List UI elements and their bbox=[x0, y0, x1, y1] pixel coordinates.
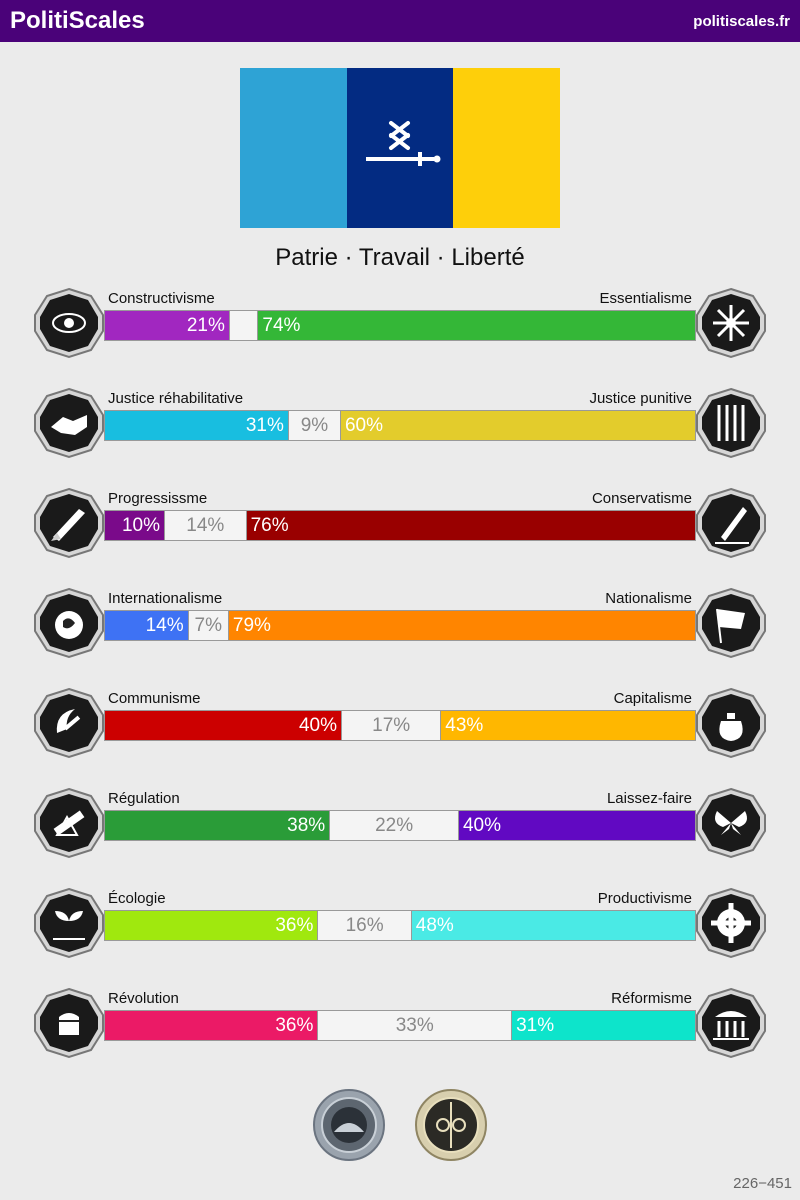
flower-icon bbox=[695, 287, 767, 359]
brand-title: PolitiScales bbox=[10, 7, 145, 34]
axis-right-label: Réformisme bbox=[611, 990, 692, 1007]
axis-left-label: Justice réhabilitative bbox=[108, 390, 244, 407]
axis-middle-segment: 9% bbox=[288, 411, 341, 440]
axis-row bbox=[0, 787, 800, 867]
axis-right-segment: 76% bbox=[247, 511, 695, 540]
axis-row bbox=[0, 387, 800, 467]
axis-right-segment: 60% bbox=[341, 411, 695, 440]
axis-middle-segment: 7% bbox=[188, 611, 229, 640]
axis-left-label: Internationalisme bbox=[108, 590, 223, 607]
axis-bar bbox=[104, 610, 696, 641]
axis-middle-segment: 14% bbox=[164, 511, 247, 540]
axis-left-segment: 31% bbox=[105, 411, 288, 440]
axis-row bbox=[0, 887, 800, 967]
axis-left-segment: 36% bbox=[105, 911, 317, 940]
axis-row bbox=[0, 287, 800, 367]
hammer-sickle-icon bbox=[33, 687, 105, 759]
axis-right-segment: 79% bbox=[229, 611, 695, 640]
axis-right-label: Nationalisme bbox=[605, 590, 692, 607]
compass-badge-icon[interactable] bbox=[414, 1088, 488, 1162]
axis-right-label: Conservatisme bbox=[591, 490, 692, 507]
axis-bar bbox=[104, 810, 696, 841]
site-link[interactable]: politiscales.fr bbox=[693, 12, 790, 30]
axis-row bbox=[0, 687, 800, 767]
axis-left-label: Écologie bbox=[108, 890, 166, 907]
axis-left-label: Constructivisme bbox=[108, 290, 215, 307]
prison-bars-icon bbox=[695, 387, 767, 459]
axis-right-segment: 31% bbox=[512, 1011, 695, 1040]
axis-left-segment: 21% bbox=[105, 311, 229, 340]
axis-right-label: Capitalisme bbox=[613, 690, 692, 707]
axis-left-label: Communisme bbox=[108, 690, 201, 707]
butterfly-icon bbox=[695, 787, 767, 859]
handshake-icon bbox=[33, 387, 105, 459]
axis-right-segment: 40% bbox=[459, 811, 695, 840]
badges bbox=[312, 1088, 488, 1162]
axis-row bbox=[0, 987, 800, 1067]
crossed-sword-emblem-icon bbox=[240, 68, 560, 228]
axis-left-label: Progressissme bbox=[108, 490, 208, 507]
axis-bar bbox=[104, 310, 696, 341]
axis-right-label: Productivisme bbox=[597, 890, 692, 907]
axis-left-label: Régulation bbox=[108, 790, 180, 807]
fist-icon bbox=[33, 987, 105, 1059]
axis-bar bbox=[104, 1010, 696, 1041]
axis-middle-segment bbox=[229, 311, 259, 340]
axis-right-segment: 43% bbox=[441, 711, 695, 740]
axis-row bbox=[0, 487, 800, 567]
seal-badge-icon[interactable] bbox=[312, 1088, 386, 1162]
axis-bar bbox=[104, 410, 696, 441]
eye-icon bbox=[33, 287, 105, 359]
axis-left-segment: 38% bbox=[105, 811, 329, 840]
axis-row bbox=[0, 587, 800, 667]
axis-middle-segment: 22% bbox=[329, 811, 459, 840]
quill-icon bbox=[695, 487, 767, 559]
axis-left-segment: 14% bbox=[105, 611, 188, 640]
axis-right-label: Justice punitive bbox=[589, 390, 692, 407]
parliament-icon bbox=[695, 987, 767, 1059]
axis-right-segment: 48% bbox=[412, 911, 695, 940]
result-code: 226−451 bbox=[733, 1175, 792, 1192]
ruler-icon bbox=[33, 787, 105, 859]
axis-left-segment: 40% bbox=[105, 711, 341, 740]
axis-middle-segment: 33% bbox=[317, 1011, 512, 1040]
gear-icon bbox=[695, 887, 767, 959]
axis-left-segment: 36% bbox=[105, 1011, 317, 1040]
globe-icon bbox=[33, 587, 105, 659]
money-bag-icon bbox=[695, 687, 767, 759]
axis-middle-segment: 17% bbox=[341, 711, 441, 740]
rocket-icon bbox=[33, 487, 105, 559]
sprout-icon bbox=[33, 887, 105, 959]
flag-icon bbox=[695, 587, 767, 659]
axis-left-segment: 10% bbox=[105, 511, 164, 540]
axis-middle-segment: 16% bbox=[317, 911, 411, 940]
slogan: Patrie · Travail · Liberté bbox=[275, 244, 525, 271]
axis-bar bbox=[104, 710, 696, 741]
axis-right-label: Laissez-faire bbox=[606, 790, 692, 807]
header bbox=[0, 0, 800, 42]
axis-right-label: Essentialisme bbox=[599, 290, 692, 307]
axis-bar bbox=[104, 910, 696, 941]
axis-right-segment: 74% bbox=[258, 311, 695, 340]
axis-bar bbox=[104, 510, 696, 541]
axis-left-label: Révolution bbox=[108, 990, 179, 1007]
flag bbox=[240, 68, 560, 228]
